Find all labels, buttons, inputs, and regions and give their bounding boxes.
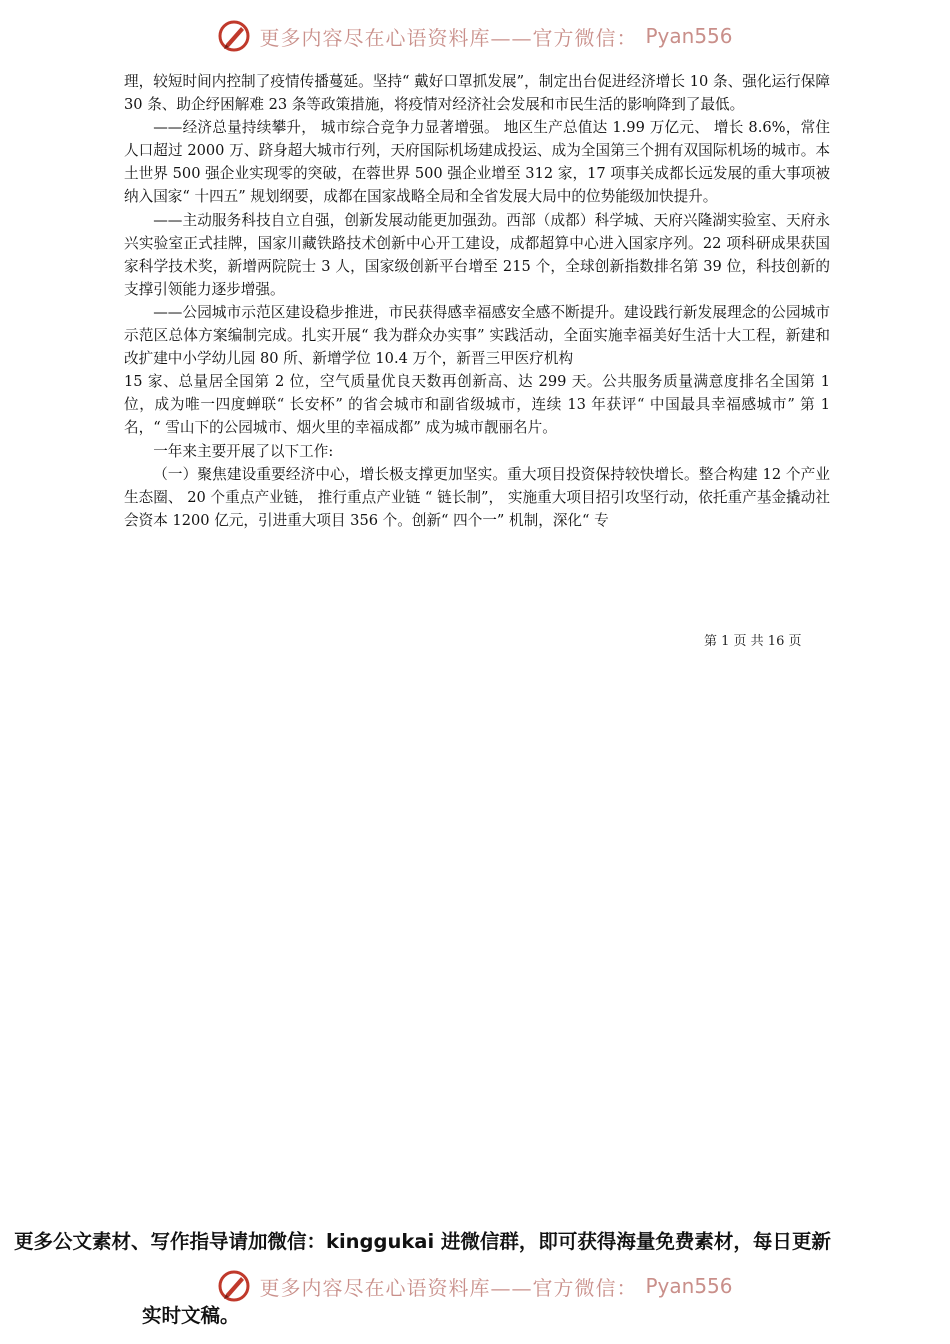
watermark-wechat-id: Pyan556 — [645, 1274, 733, 1298]
watermark-wechat-id: Pyan556 — [645, 24, 733, 48]
watermark-text: 更多内容尽在心语资料库——官方微信： — [259, 1275, 638, 1300]
watermark-top — [0, 16, 950, 56]
document-body — [124, 70, 830, 532]
pen-logo-icon — [217, 19, 251, 53]
paragraph: ——经济总量持续攀升， 城市综合竞争力显著增强。 地区生产总值达 1.99 万亿元、 增长 8.6%，常住人口超过 2000 万、跻身超大城市行列，天府国际机场建成投运、成为全国第三个拥有双国际机场的城市。本土世界 500 强企业实现零的突破，在蓉世界 500 强企业增至 312 家，17 项事关成都长远发展的重大事项被纳入国家“ 十四五” 规划纲要，成都在国家战略全局和全省发展大局中的位势能级加快提升。 — [124, 119, 830, 206]
watermark-text: 更多内容尽在心语资料库——官方微信： — [259, 25, 638, 50]
pen-logo-icon — [217, 1269, 251, 1303]
paragraph: 15 家、总量居全国第 2 位，空气质量优良天数再创新高、达 299 天。公共服务质量满意度排名全国第 1 位，成为唯一四度蝉联“ 长安杯” 的省会城市和副省级城市，连续 13 年获评“ 中国最具幸福感城市” 第 1 名，“ 雪山下的公园城市、烟火里的幸福成都” 成为城市靓丽名片。 — [124, 373, 830, 437]
promo-line-2: 实时文稿。 — [142, 1304, 240, 1327]
paragraph: （一）聚焦建设重要经济中心，增长极支撑更加坚实。重大项目投资保持较快增长。整合构建 12 个产业生态圈、 20 个重点产业链， 推行重点产业链 “ 链长制”， 实施重大项目招引攻坚行动，依托重产基金撬动社会资本 1200 亿元，引进重大项目 356 个。创新“ 四个一” 机制，深化“ 专 — [124, 465, 830, 529]
page-number: 第 1 页 共 16 页 — [704, 634, 802, 649]
paragraph: ——公园城市示范区建设稳步推进，市民获得感幸福感安全感不断提升。建设践行新发展理念的公园城市示范区总体方案编制完成。扎实开展“ 我为群众办实事” 实践活动，全面实施幸福美好生活十大工程，新建和改扩建中小学幼儿园 80 所、新增学位 10.4 万个，新晋三甲医疗机构 — [124, 303, 830, 368]
paragraph: ——主动服务科技自立自强，创新发展动能更加强劲。西部（成都）科学城、天府兴隆湖实验室、天府永兴实验室正式挂牌，国家川藏铁路技术创新中心开工建设，成都超算中心进入国家序列。22 项科研成果获国家科学技术奖，新增两院院士 3 人，国家级创新平台增至 215 个，全球创新指数排名第 39 位，科技创新的支撑引领能力逐步增强。 — [124, 211, 830, 298]
paragraph: 一年来主要开展了以下工作: — [153, 442, 334, 460]
paragraph: 理，较短时间内控制了疫情传播蔓延。坚持“ 戴好口罩抓发展”，制定出台促进经济增长 10 条、强化运行保障 30 条、助企纾困解难 23 条等政策措施，将疫情对经济社会发展和市民生活的影响降到了最低。 — [124, 73, 830, 114]
promo-line-1: 更多公文素材、写作指导请加微信：kinggukai 进微信群，即可获得海量免费素材，每日更新 — [14, 1230, 831, 1253]
